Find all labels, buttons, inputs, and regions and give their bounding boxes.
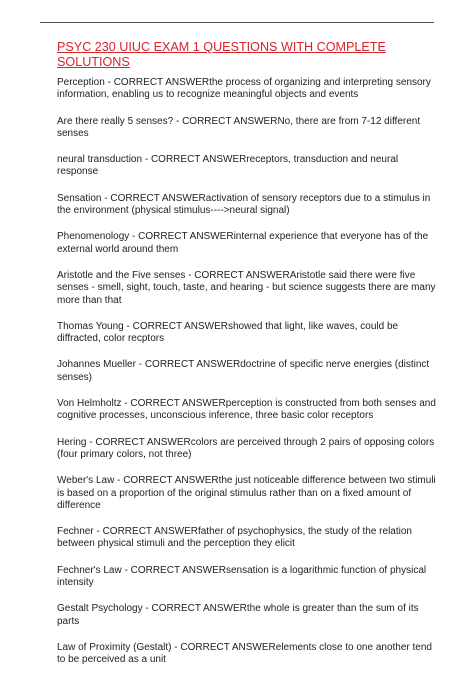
header-rule <box>40 22 434 23</box>
answer-marker: CORRECT ANSWER <box>130 398 226 410</box>
entry-term: neural transduction - <box>57 154 151 165</box>
entry-answer: activation of sensory receptors due to a stimulus in the environment (physical stimulus---->neural signal) <box>57 192 431 217</box>
entry-answer: elements close to one another tend to be perceived as a unit <box>57 641 432 666</box>
entry-term: Weber's Law - <box>57 475 123 486</box>
entry-answer: No, there are from 7-12 different senses <box>57 115 421 139</box>
qa-entry <box>57 321 437 346</box>
answer-marker: CORRECT ANSWER <box>132 320 228 332</box>
qa-entry <box>57 398 437 423</box>
qa-entry <box>57 193 437 218</box>
entry-term: Johannes Mueller - <box>57 359 145 370</box>
answer-marker: CORRECT ANSWER <box>130 564 226 576</box>
entry-answer: father of psychophysics, the study of the relation between physical stimuli and the perception they elicit <box>57 526 412 550</box>
entry-term: Aristotle and the Five senses - <box>57 270 194 281</box>
entry-answer: the process of organizing and interpreting sensory information, enabling us to recognize meaningful objects and events <box>57 77 431 101</box>
answer-marker: CORRECT ANSWER <box>180 641 276 653</box>
qa-entry <box>57 116 437 141</box>
entry-term: Fechner's Law - <box>57 565 131 576</box>
qa-entry <box>57 77 437 102</box>
entry-answer: receptors, transduction and neural response <box>57 154 399 178</box>
entry-answer: showed that light, like waves, could be diffracted, color recptors <box>57 320 399 345</box>
document-title: PSYC 230 UIUC EXAM 1 QUESTIONS WITH COMPLETE SOLUTIONS <box>57 40 386 69</box>
entry-answer: Aristotle said there were five senses - smell, sight, touch, taste, and hearing - but science suggests there are many more than that <box>57 269 436 306</box>
qa-entry <box>57 437 437 462</box>
answer-marker: CORRECT ANSWER <box>102 526 198 538</box>
entry-term: Law of Proximity (Gestalt) - <box>57 642 180 653</box>
answer-marker: CORRECT ANSWER <box>194 269 290 281</box>
qa-entry <box>57 359 437 384</box>
qa-entry <box>57 154 437 179</box>
entry-term: Thomas Young - <box>57 321 133 332</box>
qa-entry <box>57 603 437 628</box>
entry-answer: doctrine of specific nerve energies (distinct senses) <box>57 359 430 383</box>
entry-term: Gestalt Psychology - <box>57 603 152 614</box>
answer-marker: CORRECT ANSWER <box>138 231 234 243</box>
answer-marker: CORRECT ANSWER <box>151 603 247 615</box>
entry-term: Are there really 5 senses? - <box>57 116 182 127</box>
entry-term: Von Helmholtz - <box>57 398 130 409</box>
entry-term: Phenomenology - <box>57 231 138 242</box>
entry-answer: the whole is greater than the sum of its parts <box>57 603 419 627</box>
answer-marker: CORRECT ANSWER <box>182 115 278 127</box>
answer-marker: CORRECT ANSWER <box>144 359 241 371</box>
answer-marker: CORRECT ANSWER <box>110 192 206 204</box>
entry-term: Perception - <box>57 77 114 88</box>
qa-entry <box>57 565 437 590</box>
qa-entry <box>57 231 437 256</box>
entry-answer: colors are perceived through 2 pairs of opposing colors (four primary colors, not three) <box>57 436 435 460</box>
answer-marker: CORRECT ANSWER <box>113 77 210 88</box>
qa-list <box>57 77 437 681</box>
entry-term: Sensation - <box>57 193 110 204</box>
answer-marker: CORRECT ANSWER <box>95 436 191 448</box>
entry-answer: the just noticeable difference between two stimuli is based on a proportion of the original stimulus rather than on a fixed amount of difference <box>57 475 436 511</box>
qa-entry <box>57 475 437 512</box>
entry-answer: sensation is a logarithmic function of physical intensity <box>57 564 427 589</box>
entry-answer: perception is constructed from both senses and cognitive processes, unconscious inference, three basic color receptors <box>57 398 436 422</box>
entry-answer: internal experience that everyone has of the external world around them <box>57 231 429 255</box>
entry-term: Hering - <box>57 437 95 448</box>
answer-marker: CORRECT ANSWER <box>123 475 219 487</box>
entry-term: Fechner - <box>57 526 103 537</box>
qa-entry <box>57 642 437 667</box>
answer-marker: CORRECT ANSWER <box>150 154 247 166</box>
qa-entry <box>57 270 437 307</box>
qa-entry <box>57 526 437 551</box>
